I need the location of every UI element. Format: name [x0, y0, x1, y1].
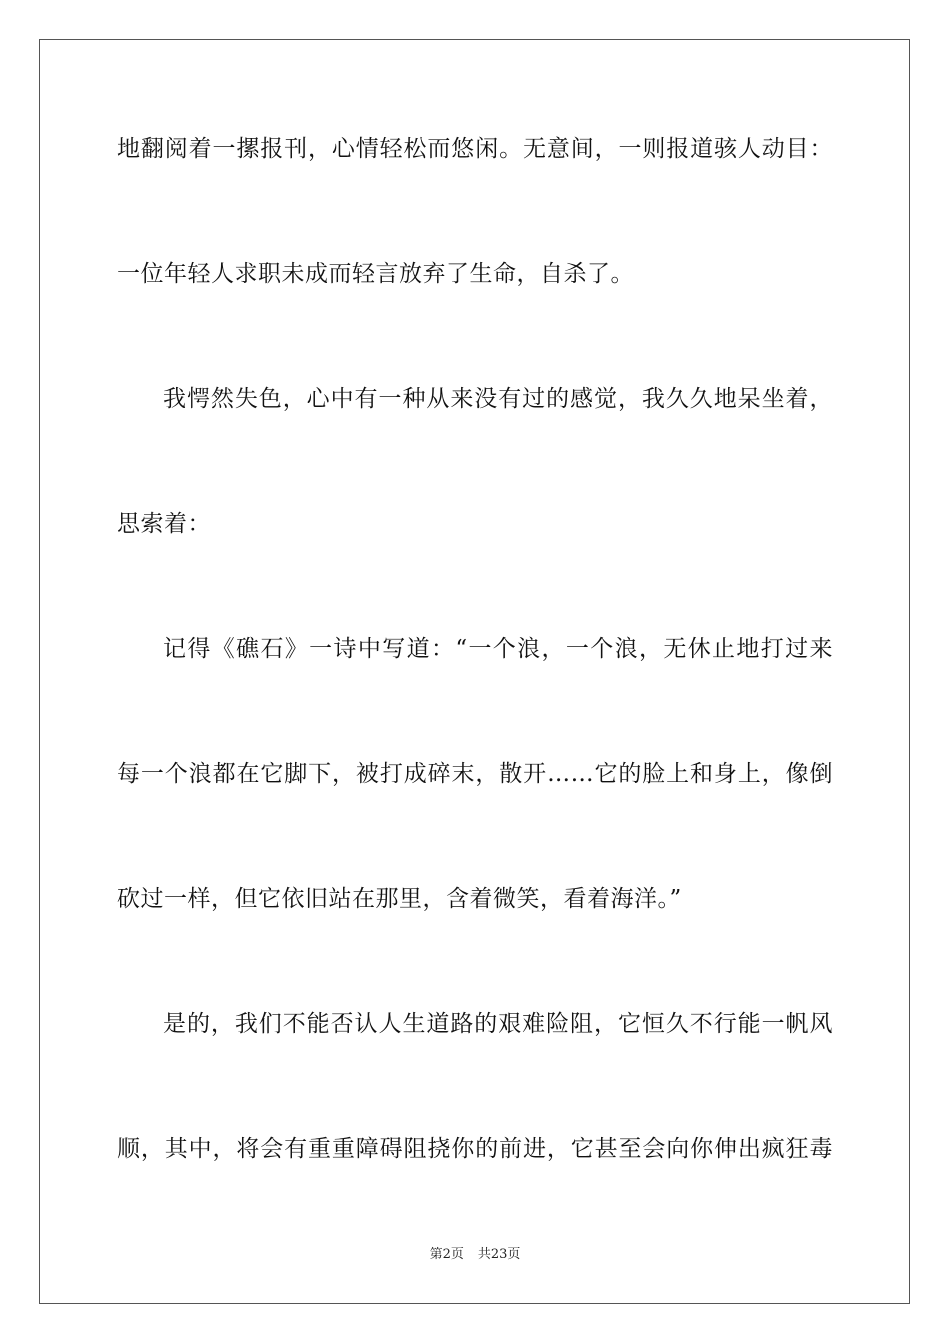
page-footer: [0, 1246, 950, 1264]
page-number-total: 共23页: [477, 1247, 521, 1262]
text-line-1: 地翻阅着一摞报刊，心情轻松而悠闲。无意间，一则报道骇人动目：: [117, 136, 833, 162]
text-line-2: 一位年轻人求职未成而轻言放弃了生命，自杀了。: [117, 261, 634, 287]
text-line-4: 思索着：: [117, 511, 211, 537]
page-border: [39, 39, 910, 1304]
text-line-5: 记得《礁石》一诗中写道：“一个浪，一个浪，无休止地打过来: [163, 636, 833, 662]
text-line-8: 是的，我们不能否认人生道路的艰难险阻，它恒久不行能一帆风: [163, 1011, 833, 1037]
text-line-3: 我愕然失色，心中有一种从来没有过的感觉，我久久地呆坐着，: [163, 386, 833, 412]
page-number-current: 第2页: [429, 1247, 464, 1262]
text-line-6: 每一个浪都在它脚下，被打成碎末，散开……它的脸上和身上，像倒: [117, 761, 833, 787]
text-line-9: 顺，其中，将会有重重障碍阻挠你的前进，它甚至会向你伸出疯狂毒: [117, 1136, 833, 1162]
text-line-7: 砍过一样，但它依旧站在那里，含着微笑，看着海洋。”: [117, 886, 682, 912]
